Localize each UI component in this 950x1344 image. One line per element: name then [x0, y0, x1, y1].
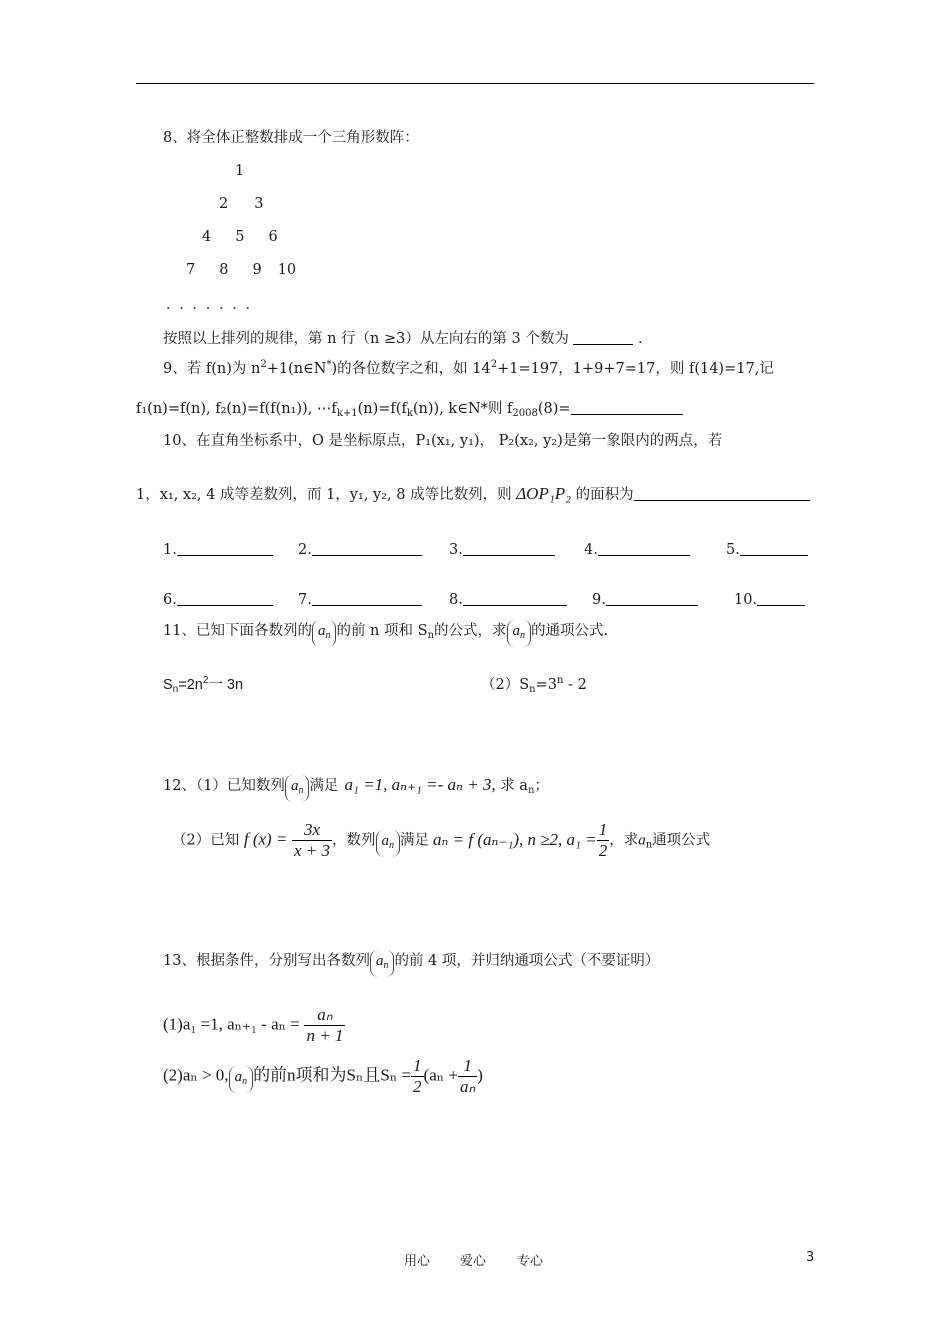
header-rule — [136, 83, 814, 84]
answer-5: 5. — [726, 541, 808, 559]
sequence-an: $a_n$ — [312, 620, 337, 647]
answer-7-blank[interactable] — [312, 591, 422, 606]
footer-c: 专心 — [517, 1254, 544, 1269]
answer-10-blank[interactable] — [757, 591, 805, 606]
q12-half: $\frac{1}{2}$ — [598, 820, 608, 860]
answer-9-blank[interactable] — [606, 591, 698, 606]
q13-c1-fraction: $\frac{\text{aₙ}}{n + 1}$ — [306, 1005, 344, 1045]
answer-4-blank[interactable] — [598, 541, 690, 556]
q8-dots: ．．．．．．． — [166, 297, 266, 313]
q8-question: 按照以上排列的规律，第 n 行（n ≥3）从左向右的第 3 个数为 . — [163, 331, 643, 347]
answer-4: 4. — [584, 541, 690, 559]
sequence-an: $a_n$ — [229, 1066, 254, 1093]
q8-row1: 1 — [235, 163, 245, 179]
sequence-an: $a_n$ — [376, 830, 401, 857]
answer-1-blank[interactable] — [177, 541, 273, 556]
answer-8: 8. — [449, 591, 567, 609]
q11-part2: $(2)S_n=3^n - 2$ — [481, 675, 587, 695]
sequence-an: $a_n$ — [370, 950, 395, 977]
q8-row3: 4 5 6 — [202, 229, 278, 245]
answer-5-blank[interactable] — [740, 541, 808, 556]
q9-line2: f₁(n)=f(n), f₂(n)=f(f(n₁)), $\cdots f_{k+1}(n)=f(f_k(n))$, k∈N*则 $f_{2008}(8)=$ — [136, 400, 683, 420]
q12-line1: 12、（1）已知数列 $a_n$ 满足 a₁ =1, aₙ₊₁ =- aₙ + 3, 求 $a_n$； — [163, 775, 549, 802]
q8-intro: 8、将全体正整数排成一个三角形数阵： — [163, 130, 419, 146]
q13-c2-reciprocal: $\frac{1}{\text{aₙ}}$ — [459, 1056, 476, 1096]
q13-condition1: (1)a₁ =1, aₙ₊₁ - aₙ = $\frac{\text{aₙ}}{n + 1}$ — [163, 1005, 344, 1045]
answer-6: 6. — [163, 591, 273, 609]
q12-fraction: $\frac{3x}{x + 3}$ — [294, 820, 331, 860]
sequence-an: $a_n$ — [285, 775, 310, 802]
answer-1: 1. — [163, 541, 273, 559]
q8-row2: 2 3 — [219, 196, 264, 212]
q11-part1: $S_n=2n^2$一 3n — [163, 675, 244, 695]
answer-7: 7. — [298, 591, 422, 609]
q13-condition2: (2)aₙ > 0, $a_n$ 的前n项和为Sₙ且Sₙ = $\frac{1}{2}$ (aₙ + $\frac{1}{\text{aₙ}}$ ) — [163, 1056, 483, 1096]
q13-intro: 13、根据条件，分别写出各数列 $a_n$ 的前 4 项，并归纳通项公式（不要证明） — [163, 950, 659, 977]
triangle-symbol: ΔOP₁P₂ — [516, 484, 572, 503]
footer-b: 爱心 — [460, 1254, 487, 1269]
q12-line2: （2）已知 f (x) = $\frac{3x}{x + 3}$ ，数列 $a_n$ 满足 aₙ = f (aₙ₋₁), n ≥2, a₁ = $\frac{1}{2}$ ，求$a_n$通项公式 — [172, 820, 711, 860]
q10-answer-blank[interactable] — [634, 486, 810, 501]
q12-formula1: a₁ =1, aₙ₊₁ =- aₙ + 3, — [344, 775, 496, 794]
q13-c2-half: $\frac{1}{2}$ — [413, 1056, 422, 1096]
answer-2: 2. — [298, 541, 422, 559]
q10-line1: 10、在直角坐标系中，O 是坐标原点，P₁(x₁, y₁)， P₂(x₂, y₂)是第一象限内的两点，若 — [163, 433, 723, 449]
q10-line2: 1，x₁, x₂, 4 成等差数列，而 1，y₁, y₂, 8 成等比数列，则 ΔOP₁P₂ 的面积为 — [136, 484, 810, 504]
page-number: 3 — [806, 1250, 815, 1265]
footer-a: 用心 — [404, 1254, 431, 1269]
answer-2-blank[interactable] — [312, 541, 422, 556]
answer-9: 9. — [592, 591, 698, 609]
answer-6-blank[interactable] — [177, 591, 273, 606]
q11-line: 11、已知下面各数列的 $a_n$ 的前 n 项和 $S_n$的公式，求 $a_n$ 的通项公式. — [163, 620, 608, 647]
q9-answer-blank[interactable] — [571, 400, 683, 415]
sequence-an: $a_n$ — [507, 620, 532, 647]
q8-answer-blank[interactable] — [573, 330, 633, 345]
q8-row4: 7 8 9 10 — [186, 262, 297, 278]
answer-3: 3. — [449, 541, 555, 559]
answer-10: 10. — [734, 591, 805, 609]
answer-3-blank[interactable] — [463, 541, 555, 556]
q9-line1: 9、若 f(n)为 $n^2+1(n\in N^*)$的各位数字之和，如 $14^2+1=197$，1+9+7=17，则 f(14)=17,记 — [163, 359, 774, 377]
answer-8-blank[interactable] — [463, 591, 567, 606]
